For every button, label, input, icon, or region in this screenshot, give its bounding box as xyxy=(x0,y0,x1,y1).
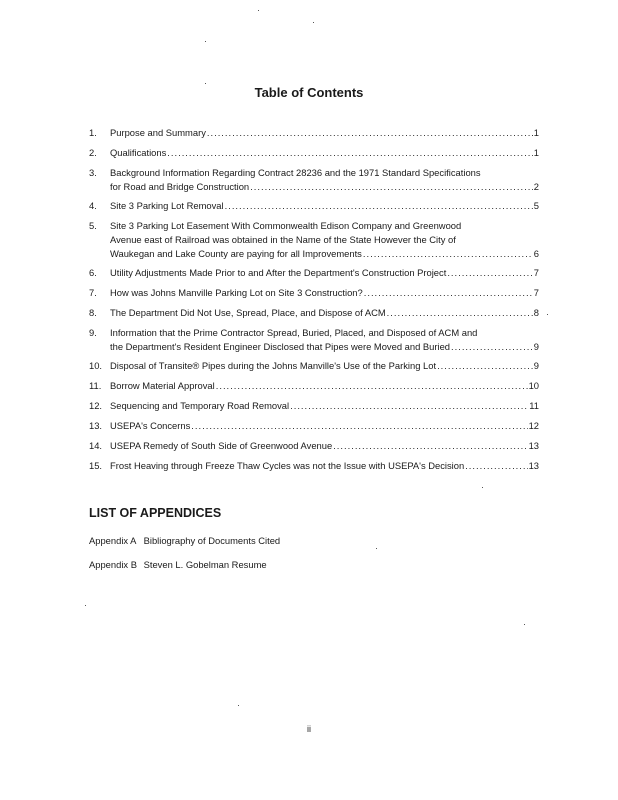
toc-entry-leader-line xyxy=(110,126,539,140)
toc-entry-page: 7 xyxy=(533,267,539,278)
toc-entry-body xyxy=(110,146,539,160)
dot-leader xyxy=(290,399,528,413)
toc-entry-number: 11. xyxy=(89,380,102,391)
toc-entry-text: Purpose and Summary xyxy=(110,127,206,138)
toc-entry-number: 7. xyxy=(89,287,97,298)
toc-entry-text: Site 3 Parking Lot Easement With Commonwealth Edison Company and Greenwood xyxy=(110,220,462,231)
toc-entry-leader-line xyxy=(110,180,539,194)
toc-entry-leader-line xyxy=(110,419,539,433)
toc-entry-body xyxy=(110,399,539,413)
toc-entry-text: Avenue east of Railroad was obtained in the Name of the State However the City of xyxy=(110,234,456,245)
toc-entry xyxy=(89,459,539,473)
toc-entry-text: The Department Did Not Use, Spread, Place, and Dispose of ACM xyxy=(110,307,386,318)
toc-entry-page: 11 xyxy=(529,400,539,411)
toc-entry-number: 10. xyxy=(89,360,103,371)
toc-entry xyxy=(89,439,539,453)
scan-speck xyxy=(376,548,377,549)
toc-entry-text: Borrow Material Approval xyxy=(110,380,215,391)
toc-entry-page: 9 xyxy=(533,360,539,371)
toc-entry-page: 6 xyxy=(533,248,539,259)
toc-entry-number: 1. xyxy=(89,127,97,138)
dot-leader xyxy=(437,359,533,373)
appendix-label: Appendix B xyxy=(89,559,137,570)
appendix-entry xyxy=(89,535,280,546)
appendix-title: Bibliography of Documents Cited xyxy=(143,535,281,546)
toc-entry xyxy=(89,146,539,160)
toc-entry-text: Frost Heaving through Freeze Thaw Cycles was not the Issue with USEPA's Decision xyxy=(110,460,465,471)
scan-speck xyxy=(205,83,206,84)
dot-leader xyxy=(363,247,533,261)
dot-leader xyxy=(207,126,533,140)
toc-entry-leader-line xyxy=(110,286,539,300)
toc-entry xyxy=(89,199,539,213)
page-title: Table of Contents xyxy=(254,85,364,100)
toc-entry-leader-line xyxy=(110,306,539,320)
toc-entry-page: 1 xyxy=(533,147,539,158)
scan-speck xyxy=(258,10,259,11)
toc-entry-body xyxy=(110,359,539,373)
toc-entry-body xyxy=(110,266,539,280)
dot-leader xyxy=(364,286,533,300)
toc-entry xyxy=(89,126,539,140)
dot-leader xyxy=(333,439,527,453)
toc-entry-page: 12 xyxy=(528,420,539,431)
toc-entry-leader-line xyxy=(110,459,539,473)
scan-speck xyxy=(482,487,483,488)
toc-entry-page: 13 xyxy=(528,460,539,471)
scan-speck xyxy=(313,22,314,23)
toc-entry-number: 3. xyxy=(89,167,97,178)
toc-entry-text: Qualifications xyxy=(110,147,167,158)
toc-entry-leader-line xyxy=(110,247,539,261)
toc-entry-page: 2 xyxy=(533,181,539,192)
toc-entry xyxy=(89,266,539,280)
dot-leader xyxy=(451,340,533,354)
toc-entry-body xyxy=(110,419,539,433)
appendices-heading: LIST OF APPENDICES xyxy=(89,506,222,520)
dot-leader xyxy=(191,419,527,433)
toc-entry-body xyxy=(110,199,539,213)
toc-entry-body xyxy=(110,306,539,320)
toc-entry-leader-line xyxy=(110,146,539,160)
dot-leader xyxy=(167,146,533,160)
scan-speck xyxy=(205,41,206,42)
appendix-title: Steven L. Gobelman Resume xyxy=(143,559,267,570)
toc-entry-text: the Department's Resident Engineer Disclosed that Pipes were Moved and Buried xyxy=(110,341,450,352)
toc-entry-body xyxy=(110,459,539,473)
dot-leader xyxy=(387,306,533,320)
toc-entry-text: How was Johns Manville Parking Lot on Site 3 Construction? xyxy=(110,287,363,298)
toc-entry-text: Site 3 Parking Lot Removal xyxy=(110,200,224,211)
toc-entry-leader-line xyxy=(110,199,539,213)
page-number: ii xyxy=(307,724,311,734)
toc-entry-leader-line xyxy=(110,359,539,373)
table-of-contents xyxy=(89,126,539,479)
toc-entry xyxy=(89,399,539,413)
toc-entry-body xyxy=(110,286,539,300)
toc-entry-leader-line xyxy=(110,399,539,413)
toc-entry-body xyxy=(110,439,539,453)
toc-entry xyxy=(89,326,539,354)
toc-entry-number: 2. xyxy=(89,147,97,158)
toc-entry-text: Sequencing and Temporary Road Removal xyxy=(110,400,290,411)
toc-entry-number: 9. xyxy=(89,327,97,338)
toc-entry xyxy=(89,219,539,261)
dot-leader xyxy=(465,459,527,473)
scan-speck xyxy=(85,605,86,606)
appendix-label: Appendix A xyxy=(89,535,137,546)
toc-entry-page: 7 xyxy=(533,287,539,298)
toc-entry xyxy=(89,379,539,393)
toc-entry-leader-line xyxy=(110,439,539,453)
toc-entry-leader-line xyxy=(110,266,539,280)
toc-entry-number: 13. xyxy=(89,420,103,431)
toc-entry xyxy=(89,286,539,300)
toc-entry-number: 5. xyxy=(89,220,97,231)
toc-entry-page: 5 xyxy=(533,200,539,211)
toc-entry-body xyxy=(110,219,539,261)
toc-entry-body xyxy=(110,166,539,194)
toc-entry-body xyxy=(110,126,539,140)
toc-entry-text: Disposal of Transite® Pipes during the Johns Manville's Use of the Parking Lot xyxy=(110,360,437,371)
toc-entry-page: 8 xyxy=(533,307,539,318)
toc-entry xyxy=(89,306,539,320)
toc-entry-text: Waukegan and Lake County are paying for all Improvements xyxy=(110,248,362,259)
toc-entry-body xyxy=(110,379,539,393)
dot-leader xyxy=(250,180,533,194)
toc-entry xyxy=(89,166,539,194)
scan-speck xyxy=(524,624,525,625)
toc-entry-text: Utility Adjustments Made Prior to and After the Department's Construction Project xyxy=(110,267,447,278)
toc-entry-page: 13 xyxy=(528,440,539,451)
toc-entry-number: 4. xyxy=(89,200,97,211)
scan-speck xyxy=(238,705,239,706)
toc-entry-page: 9 xyxy=(533,341,539,352)
toc-entry-text: for Road and Bridge Construction xyxy=(110,181,250,192)
toc-entry-body xyxy=(110,326,539,354)
dot-leader xyxy=(216,379,528,393)
toc-entry-leader-line xyxy=(110,340,539,354)
toc-entry-text: USEPA Remedy of South Side of Greenwood Avenue xyxy=(110,440,333,451)
toc-entry-number: 14. xyxy=(89,440,103,451)
dot-leader xyxy=(225,199,533,213)
toc-entry-leader-line xyxy=(110,379,539,393)
toc-entry-text: USEPA's Concerns xyxy=(110,420,191,431)
toc-entry-text: Information that the Prime Contractor Spread, Buried, Placed, and Disposed of ACM and xyxy=(110,327,478,338)
toc-entry-page: 1 xyxy=(533,127,539,138)
toc-entry-number: 8. xyxy=(89,307,97,318)
toc-entry xyxy=(89,359,539,373)
toc-entry xyxy=(89,419,539,433)
toc-entry-number: 15. xyxy=(89,460,103,471)
toc-entry-number: 12. xyxy=(89,400,103,411)
toc-entry-number: 6. xyxy=(89,267,97,278)
toc-entry-page: 10 xyxy=(528,380,539,391)
appendix-entry xyxy=(89,559,267,570)
toc-entry-text: Background Information Regarding Contract 28236 and the 1971 Standard Specifications xyxy=(110,167,481,178)
dot-leader xyxy=(447,266,532,280)
scan-speck xyxy=(547,314,548,315)
